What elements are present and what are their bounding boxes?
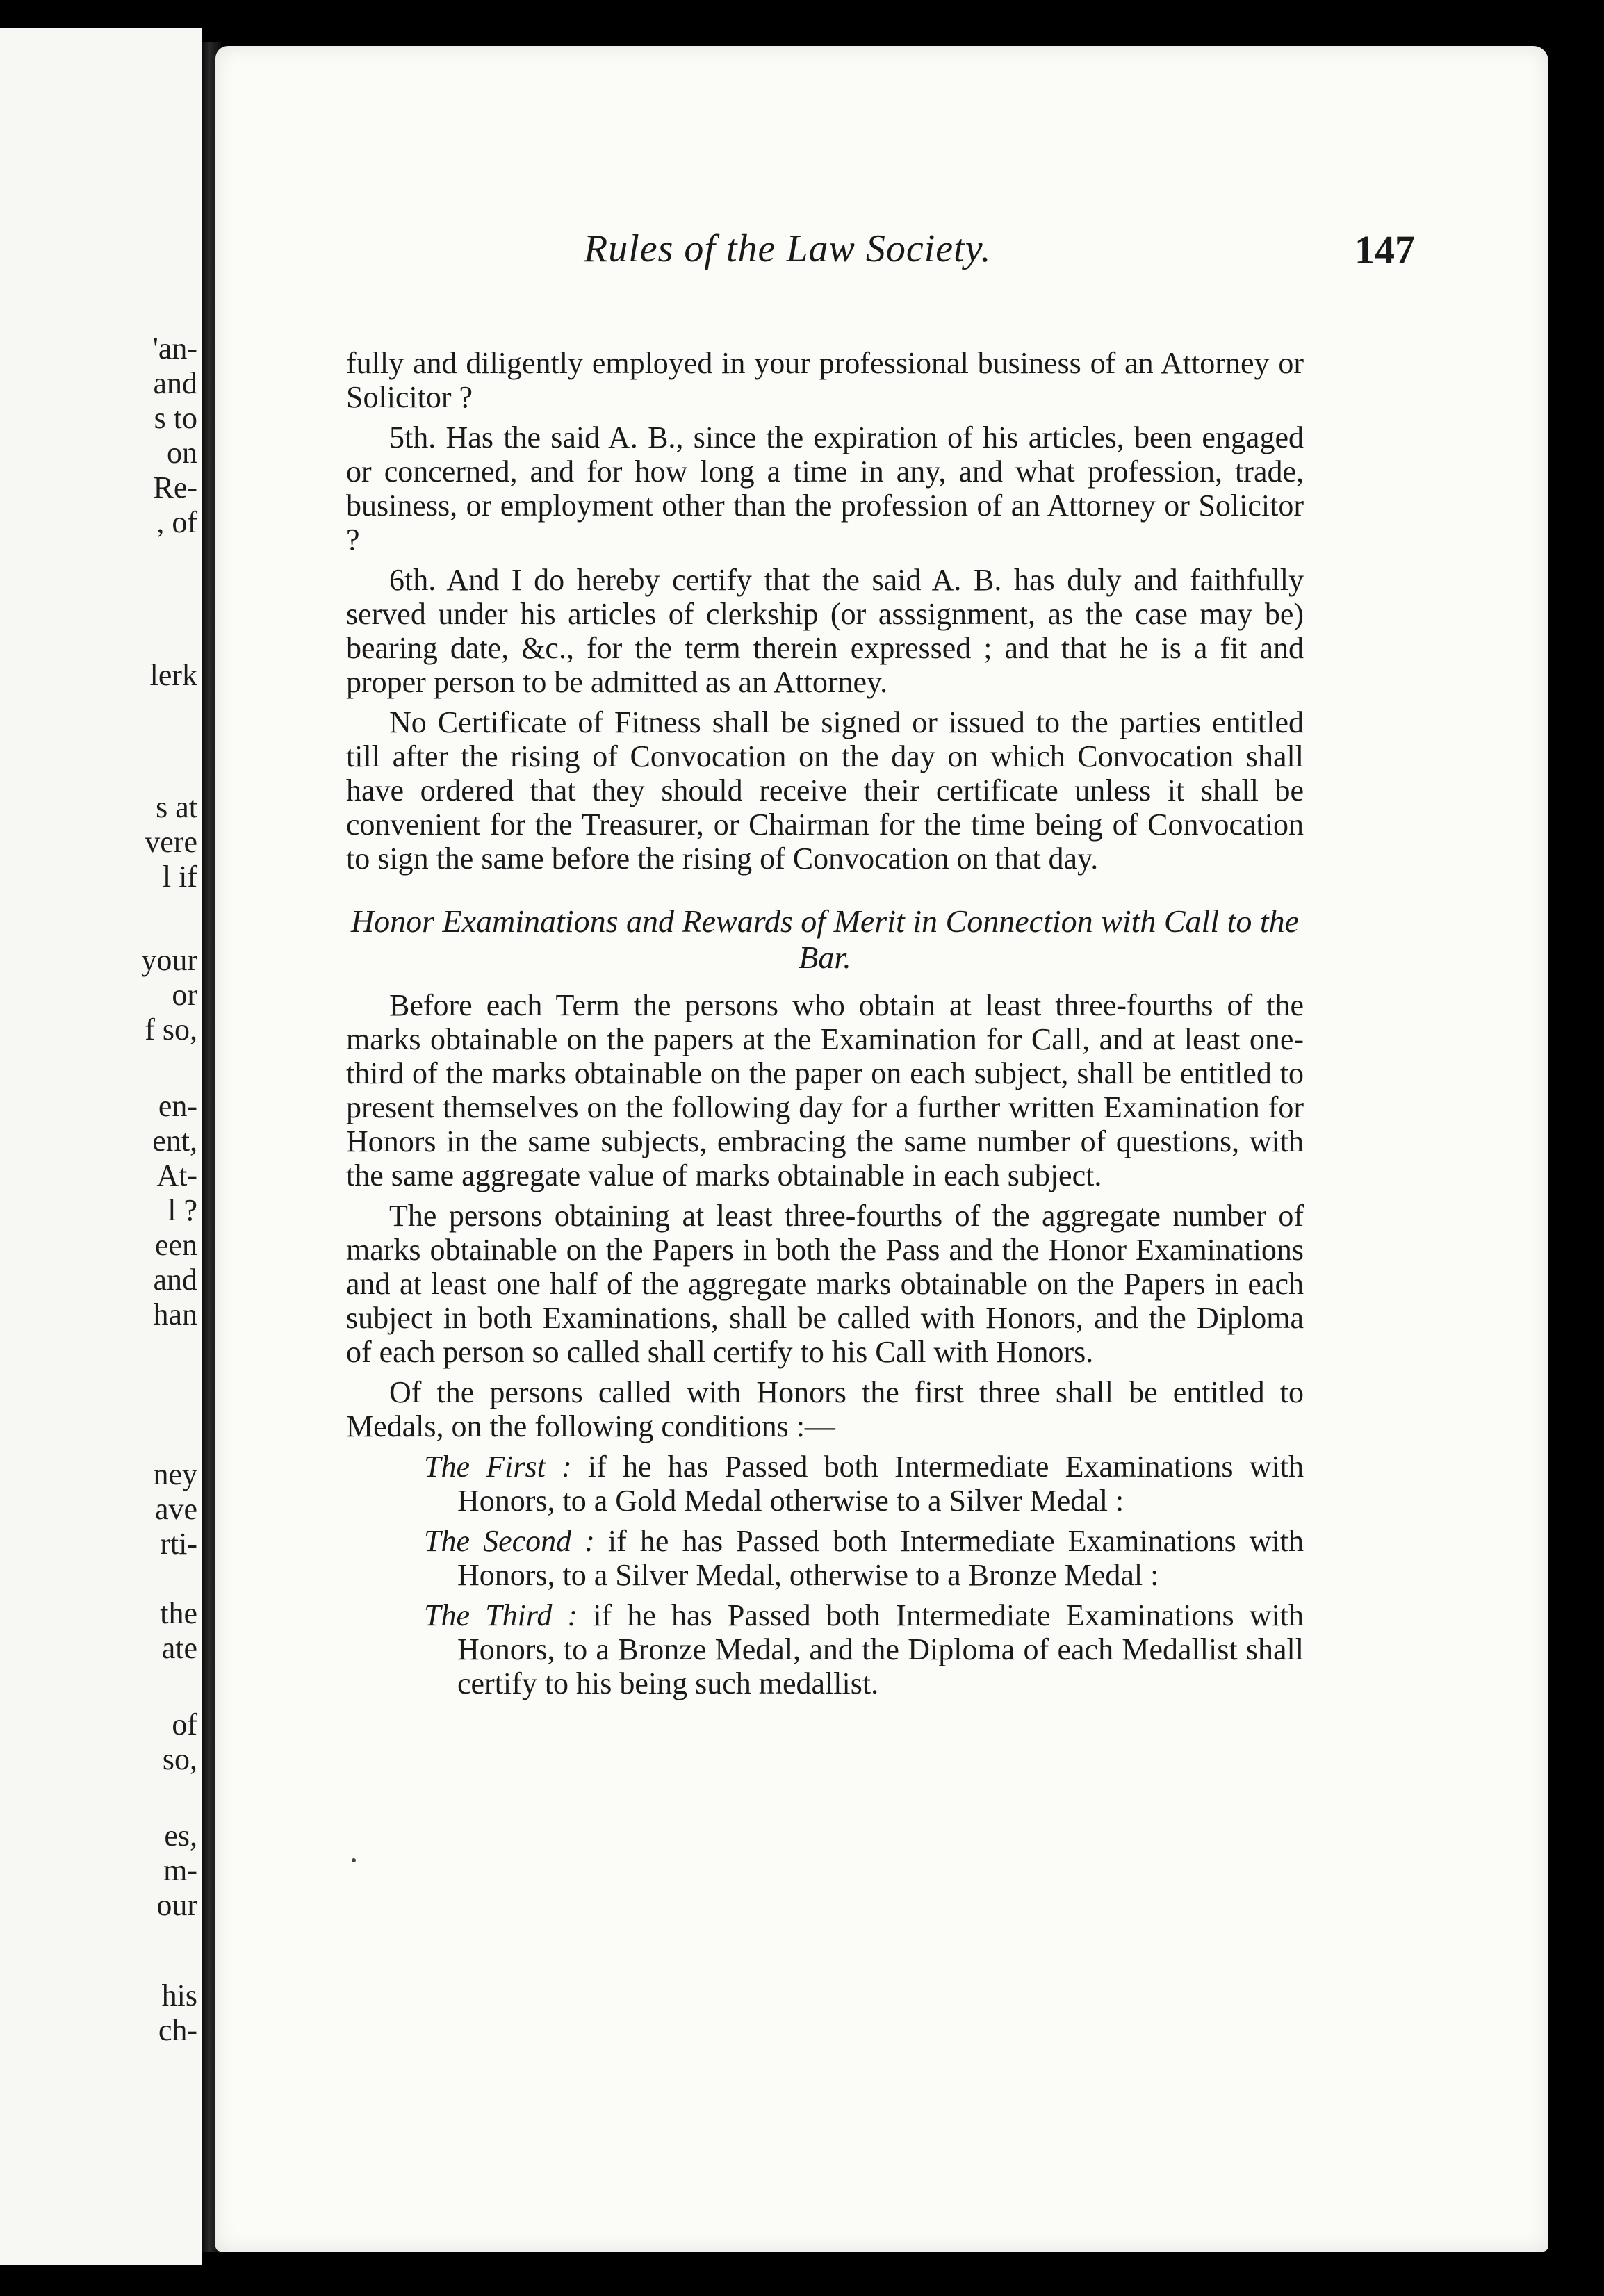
page-number: 147 <box>1355 227 1415 272</box>
facing-page-fragment: of <box>172 1707 197 1741</box>
section-heading: Honor Examinations and Rewards of Merit in Connection with Call to the Bar. <box>350 903 1300 975</box>
facing-page-fragment: your <box>141 943 197 977</box>
paragraph-continuation: fully and diligently employed in your professional business of an Attorney or Solicitor ? <box>346 346 1304 414</box>
page-header <box>215 227 1548 282</box>
facing-page-fragment: es, <box>164 1819 197 1853</box>
medal-term: The Third : <box>424 1598 578 1632</box>
facing-page-fragment: the <box>160 1596 197 1630</box>
facing-page-fragment: ave <box>154 1492 197 1526</box>
medal-text: if he has Passed both Intermediate Examinations with Honors, to a Gold Medal otherwise to a Silver Medal : <box>457 1450 1304 1518</box>
page-body <box>346 346 1304 1707</box>
medal-item-second <box>346 1524 1304 1592</box>
facing-page-edge <box>0 28 202 2265</box>
facing-page-fragment: l if <box>162 860 197 894</box>
facing-page-fragment: Re- <box>153 470 197 505</box>
facing-page-fragment: l ? <box>167 1193 197 1227</box>
paragraph-honor-examination: Before each Term the persons who obtain at least three-fourths of the marks obtainable on the papers at the Examination for Call, and at least one-third of the marks obtainable on the paper on each subject, shall be entitled to present themselves on the following day for a further written Examination for Honors in the same subjects, embracing the same number of questions, with the same aggregate value of marks obtainable in each subject. <box>346 988 1304 1192</box>
facing-page-fragment: 'an- <box>152 331 197 366</box>
medal-text: if he has Passed both Intermediate Examinations with Honors, to a Bronze Medal, and the Diploma of each Medallist shall certify to his being such medallist. <box>457 1598 1304 1700</box>
ink-speck <box>352 1858 356 1862</box>
facing-page-fragment: vere <box>145 825 197 859</box>
paragraph-called-with-honors: The persons obtaining at least three-fourths of the aggregate number of marks obtainable on the Papers in both the Pass and the Honor Examinations and at least one half of the aggregate marks obtainable on the Papers in each subject in both Examinations, shall be called with Honors, and the Diploma of each person so called shall certify to his Call with Honors. <box>346 1199 1304 1369</box>
facing-page-fragment: on <box>167 436 197 470</box>
medal-text: if he has Passed both Intermediate Examinations with Honors, to a Silver Medal, otherwise to a Bronze Medal : <box>457 1524 1304 1592</box>
running-title: Rules of the Law Society. <box>584 227 992 270</box>
paragraph-sixth-certification: 6th. And I do hereby certify that the said A. B. has duly and faithfully served under his articles of clerkship (or asssignment, as the case may be) bearing date, &c., for the term therein expressed ; and that he is a fit and proper person to be admitted as an Attorney. <box>346 563 1304 699</box>
facing-page-fragment: his <box>161 1978 197 2012</box>
facing-page-fragment: lerk <box>149 658 197 692</box>
facing-page-fragment: f so, <box>145 1012 197 1047</box>
medal-item-third <box>346 1598 1304 1700</box>
paragraph-certificate-of-fitness: No Certificate of Fitness shall be signed or issued to the parties entitled till after the rising of Convocation on the day on which Convocation shall have ordered that they should receive their certificate unless it shall be convenient for the Treasurer, or Chairman for the time being of Convocation to sign the same before the rising of Convocation on that day. <box>346 705 1304 876</box>
paragraph-medals-intro: Of the persons called with Honors the first three shall be entitled to Medals, on the following conditions :— <box>346 1375 1304 1443</box>
facing-page-fragment: han <box>153 1297 197 1331</box>
book-page <box>215 46 1548 2252</box>
medal-list <box>346 1450 1304 1700</box>
facing-page-fragment: m- <box>163 1853 197 1887</box>
facing-page-fragment: , of <box>156 505 197 539</box>
facing-page-fragment: ch- <box>158 2013 197 2047</box>
facing-page-fragment: and <box>153 366 197 400</box>
facing-page-fragment: ent, <box>152 1124 197 1158</box>
facing-page-fragment: een <box>154 1228 197 1262</box>
facing-page-fragment: ney <box>153 1457 197 1491</box>
facing-page-fragment: and <box>153 1263 197 1297</box>
facing-page-fragment: At- <box>156 1158 197 1192</box>
facing-page-fragment: rti- <box>160 1527 197 1561</box>
facing-page-fragment: s at <box>156 790 197 824</box>
facing-page-fragment: s to <box>154 401 197 435</box>
facing-page-fragment: so, <box>162 1742 197 1776</box>
facing-page-fragment: our <box>156 1888 197 1922</box>
medal-item-first <box>346 1450 1304 1518</box>
medal-term: The Second : <box>424 1524 595 1558</box>
medal-term: The First : <box>424 1450 572 1484</box>
facing-page-fragment: en- <box>158 1089 197 1123</box>
facing-page-fragment: or <box>172 978 197 1012</box>
facing-page-fragment: ate <box>161 1631 197 1665</box>
paragraph-fifth-question: 5th. Has the said A. B., since the expiration of his articles, been engaged or concerned, and for how long a time in any, and what profession, trade, business, or employment other than the profession of an Attorney or Solicitor ? <box>346 420 1304 557</box>
